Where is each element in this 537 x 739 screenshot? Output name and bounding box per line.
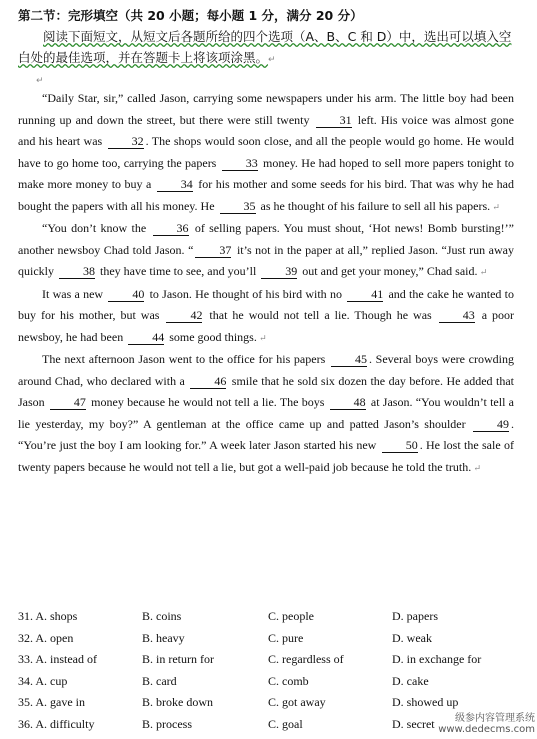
question-number: 31.	[18, 609, 33, 623]
option-text: D. cake	[392, 673, 429, 688]
option-c	[268, 606, 392, 628]
watermark-line1: 级参内容管理系统	[455, 713, 535, 724]
option-d	[392, 649, 528, 671]
blank-number: 50	[382, 438, 418, 453]
question-number: 34.	[18, 673, 33, 688]
option-row	[18, 628, 528, 650]
passage-paragraph: The next afternoon Jason went to the office for his papers 45 . Several boys were crowding around Chad, who declared with a 46 smile that he sold six dozen the day before. He added that Jason 47 money because he would not tell a lie. The boys 48 at Jason. “You wouldn’t tell a lie yesterday, my boy?” A gentleman at the office came up and patted Jason’s shoulder 49 . “You’re just the boy I am looking for.” A week later Jason started his new 50 . He lost the sale of twenty papers because he would not tell a lie, but got a well-paid job because he told the truth. ↵	[18, 352, 515, 474]
passage-text: that he would not tell a lie. Though he was	[204, 308, 437, 322]
passage-text: at Jason. “You wouldn’t tell a lie yesterday, my boy?” A gentleman at the office came up and patted Jason’s shoulder	[18, 395, 514, 431]
option-text: D. in exchange for	[392, 652, 482, 666]
passage-text: . The shops would soon close, and all the people would go home. He would have to go home too, carrying the papers	[18, 134, 514, 170]
question-number: 33.	[18, 652, 33, 666]
option-text: C. goal	[268, 716, 303, 731]
option-text: A. gave in	[35, 695, 85, 709]
passage-text: money because he would not tell a lie. The boys	[87, 395, 328, 409]
section-title: 第二节：完形填空（共 20 小题；每小题 1 分，满分 20 分）	[18, 8, 363, 23]
blank-number: 36	[153, 221, 189, 236]
blank-number: 33	[222, 156, 258, 171]
watermark	[438, 709, 535, 735]
option-b	[142, 671, 268, 693]
blank-number: 43	[439, 308, 475, 323]
option-text: B. process	[142, 716, 192, 731]
option-text: D. papers	[392, 609, 438, 623]
option-row	[18, 671, 528, 693]
passage-text: it’s not in the paper at all,” replied Jason. “Just run away quickly	[18, 242, 514, 278]
passage-text: some good things.	[166, 329, 257, 344]
option-text: B. heavy	[142, 630, 185, 645]
passage-text: “Daily Star, sir,” called Jason, carrying some newspapers under his arm. The little boy had been running up and down the street, but there were still twenty	[18, 91, 514, 127]
option-text: A. cup	[35, 673, 68, 688]
option-text: B. coins	[142, 609, 182, 623]
option-text: C. regardless of	[268, 652, 344, 666]
blank-number: 47	[50, 395, 86, 410]
option-a	[18, 671, 142, 693]
option-text: A. open	[35, 630, 74, 645]
passage-text: they have time to see, and you’ll	[97, 264, 260, 278]
option-a	[18, 649, 142, 671]
passage-paragraph: “You don’t know the 36 of selling papers. You must shout, ‘Hot news! Bomb bursting!’” another newsboy Chad told Jason. “ 37 it’s not in the paper at all,” replied Jason. “Just run away quickly 38 they have time to see, and you’ll 39 out and get your money,” Chad said. ↵	[18, 221, 514, 278]
option-text: A. instead of	[35, 652, 97, 666]
blank-number: 39	[261, 264, 297, 279]
question-number: 35.	[18, 695, 33, 709]
passage-text: . “You’re just the boy I am looking for.” A week later Jason started his new	[18, 416, 514, 452]
passage-text: and the cake he wanted to buy for his mother, but was	[18, 286, 515, 322]
question-number: 36.	[18, 716, 33, 731]
option-b	[142, 649, 268, 671]
option-b	[142, 714, 268, 736]
passage-text: . He lost the sale of twenty papers because he would not tell a lie, but got a well-paid job because he told the truth.	[18, 438, 514, 474]
option-a	[18, 606, 142, 628]
watermark-line2: www.dedecms.com	[438, 724, 535, 735]
passage-text: of selling papers. You must shout, ‘Hot news! Bomb bursting!’” another newsboy Chad told Jason. “	[18, 221, 514, 257]
option-text: C. comb	[268, 673, 309, 688]
blank-number: 48	[330, 395, 366, 410]
blank-number: 45	[331, 352, 367, 367]
instruction-text: 阅读下面短文，从短文后各题所给的四个选项（A、B、C 和 D）中，选出可以填入空白处的最佳选项，并在答题卡上将该项涂黑。	[18, 29, 512, 65]
blank-number: 42	[166, 308, 202, 323]
blank-number: 35	[220, 199, 256, 214]
cloze-passage	[18, 88, 514, 479]
option-a	[18, 692, 142, 714]
blank-number: 37	[195, 243, 231, 258]
option-a	[18, 628, 142, 650]
option-a	[18, 714, 142, 736]
option-c	[268, 628, 392, 650]
option-row	[18, 606, 528, 628]
option-b	[142, 606, 268, 628]
option-text: C. got away	[268, 695, 326, 709]
blank-number: 41	[347, 287, 383, 302]
option-row	[18, 649, 528, 671]
option-text: A. shops	[35, 609, 78, 623]
blank-number: 46	[190, 374, 226, 389]
option-c	[268, 714, 392, 736]
passage-text: The next afternoon Jason went to the office for his papers	[42, 352, 329, 366]
option-c	[268, 671, 392, 693]
passage-text: a poor newsboy, he had been	[18, 308, 514, 344]
passage-text: smile that he sold six dozen the day before. He added that Jason	[18, 373, 514, 409]
option-text: C. pure	[268, 630, 304, 645]
passage-text: for his mother and some seeds for his bird. That was why he had bought the papers with all his money. He	[18, 177, 514, 213]
blank-number: 49	[473, 417, 509, 432]
passage-text: money. He had hoped to sell more papers tonight to make more money to buy a	[18, 155, 514, 191]
instructions: 阅读下面短文，从短文后各题所给的四个选项（A、B、C 和 D）中，选出可以填入空白处的最佳选项，并在答题卡上将该项涂黑。↵ ↵	[18, 29, 512, 86]
blank-number: 31	[316, 113, 352, 128]
blank-number: 44	[128, 330, 164, 345]
option-text: B. in return for	[142, 652, 214, 666]
passage-text: as he thought of his failure to sell all his papers.	[257, 198, 491, 213]
option-text: D. secret	[392, 716, 435, 731]
option-c	[268, 692, 392, 714]
option-d	[392, 628, 528, 650]
option-text: B. broke down	[142, 695, 213, 709]
blank-number: 34	[157, 177, 193, 192]
option-text: D. showed up	[392, 695, 459, 709]
passage-text: . Several boys were crowding around Chad, who declared with a	[18, 352, 515, 388]
option-d	[392, 671, 528, 693]
option-text: A. difficulty	[35, 716, 95, 731]
option-text: B. card	[142, 673, 177, 688]
blank-number: 40	[108, 287, 144, 302]
option-text: C. people	[268, 609, 314, 623]
passage-paragraph: It was a new 40 to Jason. He thought of his bird with no 41 and the cake he wanted to buy for his mother, but was 42 that he would not tell a lie. Though he was 43 a poor newsboy, he had been 44 some good things. ↵	[18, 286, 515, 344]
blank-number: 32	[108, 134, 144, 149]
option-text: D. weak	[392, 630, 432, 645]
option-b	[142, 628, 268, 650]
blank-number: 38	[59, 264, 95, 279]
option-c	[268, 649, 392, 671]
passage-text: to Jason. He thought of his bird with no	[146, 286, 346, 301]
option-b	[142, 692, 268, 714]
question-number: 32.	[18, 630, 33, 645]
passage-text: “You don’t know the	[42, 221, 151, 235]
passage-text: left. His voice was almost gone and his heart was	[18, 112, 514, 148]
passage-text: It was a new	[42, 286, 107, 301]
passage-paragraph: “Daily Star, sir,” called Jason, carrying some newspapers under his arm. The little boy had been running up and down the street, but there were still twenty 31 left. His voice was almost gone and his heart was 32 . The shops would soon close, and all the people would go home. He would have to go home too, carrying the papers 33 money. He had hoped to sell more papers tonight to make more money to buy a 34 for his mother and some seeds for his bird. That was why he had bought the papers with all his money. He 35 as he thought of his failure to sell all his papers. ↵	[18, 91, 514, 213]
option-d	[392, 606, 528, 628]
passage-text: out and get your money,” Chad said.	[299, 264, 478, 278]
